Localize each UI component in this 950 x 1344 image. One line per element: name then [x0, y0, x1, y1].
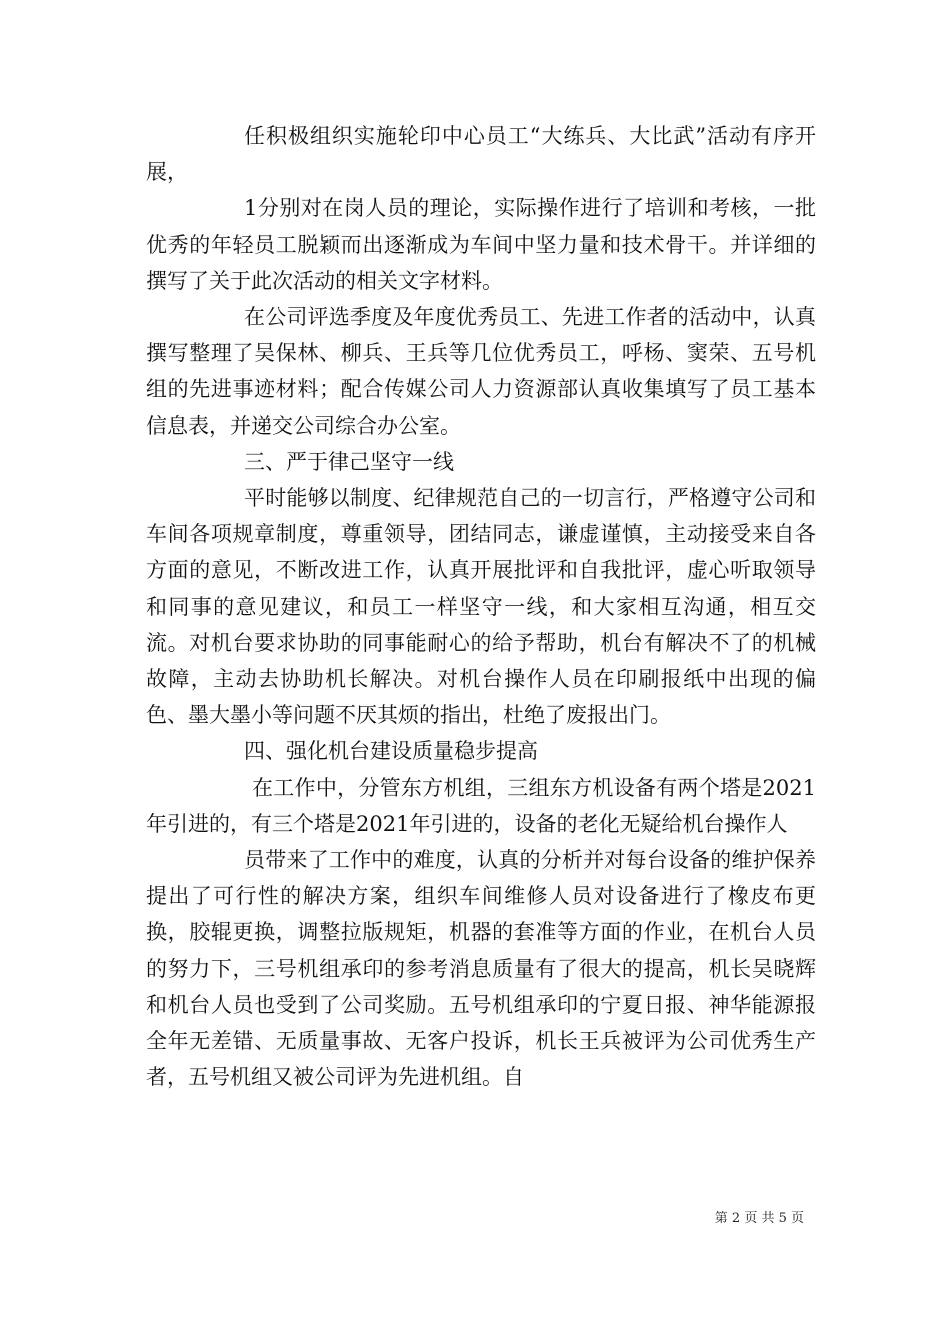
- paragraph-4: 平时能够以制度、纪律规范自己的一切言行，严格遵守公司和车间各项规章制度，尊重领导，团结同志，谦虚谨慎，主动接受来自各方面的意见，不断改进工作，认真开展批评和自我批评，虚心听取领导和同事的意见建议，和员工一样坚守一线，和大家相互沟通，相互交流。对机台要求协助的同事能耐心的给予帮助，机台有解决不了的机械故障，主动去协助机长解决。对机台操作人员在印刷报纸中出现的偏色、墨大墨小等问题不厌其烦的指出，杜绝了废报出门。: [146, 486, 816, 728]
- paragraph-6: 员带来了工作中的难度，认真的分析并对每台设备的维护保养提出了可行性的解决方案，组织车间维修人员对设备进行了橡皮布更换，胶辊更换，调整拉版规矩，机器的套准等方面的作业，在机台人员的努力下，三号机组承印的参考消息质量有了很大的提高，机长吴晓辉和机台人员也受到了公司奖励。五号机组承印的宁夏日报、神华能源报全年无差错、无质量事故、无客户投诉，机长王兵被评为公司优秀生产者，五号机组又被公司评为先进机组。自: [146, 848, 816, 1090]
- section-heading-4: 四、强化机台建设质量稳步提高: [244, 739, 538, 764]
- section-heading-3: 三、严于律己坚守一线: [244, 449, 454, 474]
- paragraph-3: 在公司评选季度及年度优秀员工、先进工作者的活动中，认真撰写整理了吴保林、柳兵、王兵等几位优秀员工，呼杨、窦荣、五号机组的先进事迹材料；配合传媒公司人力资源部认真收集填写了员工基本信息表，并递交公司综合办公室。: [146, 305, 816, 438]
- paragraph-5: 在工作中，分管东方机组，三组东方机设备有两个塔是2021年引进的，有三个塔是2021年引进的，设备的老化无疑给机台操作人: [146, 775, 816, 836]
- paragraph-1: 任积极组织实施轮印中心员工“大练兵、大比武”活动有序开展，: [146, 124, 816, 185]
- page-number-footer: 第 2 页 共 5 页: [714, 1211, 804, 1226]
- paragraph-2: 1分别对在岗人员的理论，实际操作进行了培训和考核，一批优秀的年轻员工脱颖而出逐渐成为车间中坚力量和技术骨干。并详细的撰写了关于此次活动的相关文字材料。: [146, 196, 816, 293]
- document-body: [146, 118, 816, 1095]
